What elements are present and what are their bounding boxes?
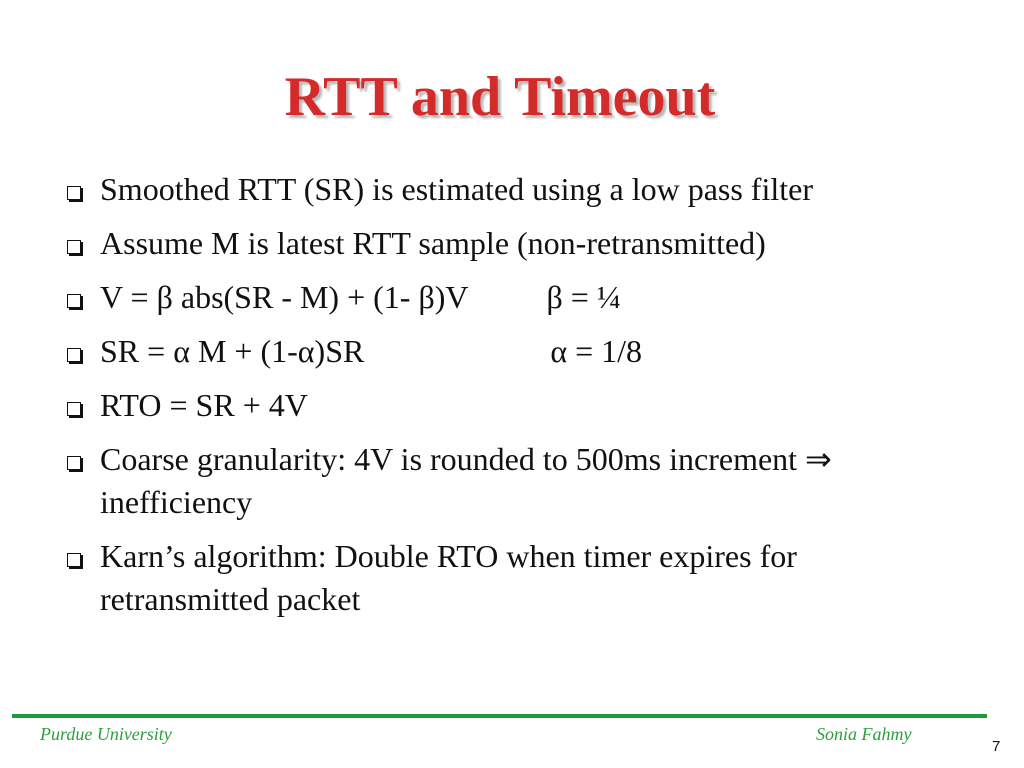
bullet-text: Assume M is latest RTT sample (non-retransmitted) [100, 225, 766, 261]
footer-institution: Purdue University [40, 724, 172, 744]
slide-title: RTT and Timeout [284, 66, 716, 128]
bullet-list [62, 168, 942, 632]
square-bullet-icon [67, 186, 81, 200]
bullet-item [62, 330, 942, 373]
bullet-text: Smoothed RTT (SR) is estimated using a low pass filter [100, 171, 813, 207]
bullet-note: α = 1/8 [550, 333, 643, 369]
bullet-text: Karn’s algorithm: Double RTO when timer expires for retransmitted packet [100, 538, 797, 617]
bullet-item [62, 168, 942, 211]
square-bullet-icon [67, 294, 81, 308]
bullet-formula: SR = α M + (1-α)SR [100, 333, 365, 369]
footer-author: Sonia Fahmy [816, 724, 912, 744]
square-bullet-icon [67, 553, 81, 567]
bullet-item [62, 222, 942, 265]
bullet-item [62, 276, 942, 319]
footer-divider [12, 714, 987, 718]
bullet-item [62, 535, 942, 621]
bullet-note: β = ¼ [546, 279, 621, 315]
bullet-formula: V = β abs(SR - M) + (1- β)V [100, 279, 469, 315]
bullet-text: RTO = SR + 4V [100, 387, 308, 423]
bullet-item [62, 384, 942, 427]
bullet-text: Coarse granularity: 4V is rounded to 500ms increment ⇒ inefficiency [100, 441, 832, 520]
square-bullet-icon [67, 402, 81, 416]
page-number: 7 [992, 738, 1001, 755]
square-bullet-icon [67, 348, 81, 362]
square-bullet-icon [67, 240, 81, 254]
bullet-item [62, 438, 942, 524]
square-bullet-icon [67, 456, 81, 470]
